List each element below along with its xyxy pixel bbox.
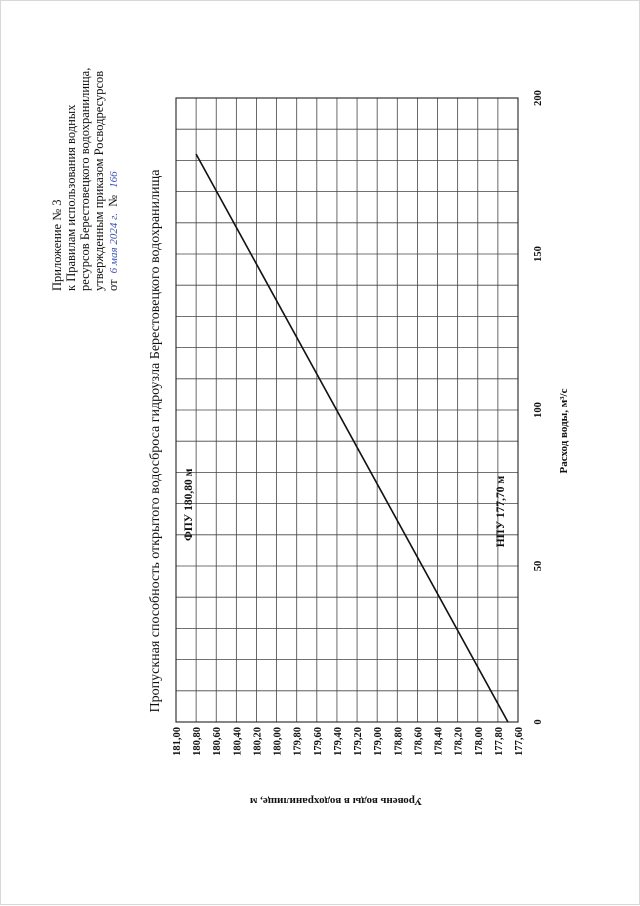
y-tick-label: 178,60 (413, 727, 425, 756)
x-axis-title: Расход воды, м³/с (558, 388, 570, 474)
appendix-number-label: № (106, 194, 120, 207)
x-tick-label: 0 (533, 719, 544, 725)
y-axis-title: Уровень воды в водохранилище, м (249, 795, 423, 807)
chart-title: Пропускная способность открытого водосброса гидроузла Берестовецкого водохранилища (148, 169, 163, 713)
x-tick-label: 50 (533, 560, 544, 572)
plot-area (172, 90, 544, 756)
level-annotation: ФПУ 180,80 м (183, 468, 196, 542)
y-tick-labels (172, 727, 525, 756)
y-tick-label: 180,60 (212, 727, 224, 756)
appendix-header (50, 68, 120, 291)
appendix-line-2: к Правилам использования водных (64, 104, 78, 291)
appendix-line-1: Приложение № 3 (50, 199, 64, 291)
y-tick-label: 180,00 (272, 727, 284, 756)
y-tick-label: 178,80 (393, 727, 405, 756)
x-tick-label: 100 (533, 402, 544, 418)
level-annotation: НПУ 177,70 м (494, 475, 507, 548)
y-tick-label: 179,40 (332, 727, 344, 756)
appendix-line-3: ресурсов Берестовецкого водохранилища, (78, 67, 92, 291)
vertical-grid (176, 98, 518, 722)
level-annotations (183, 468, 507, 547)
appendix-line-5 (106, 171, 120, 291)
handwritten-number: 166 (108, 171, 120, 188)
x-tick-label: 150 (533, 246, 544, 262)
handwritten-date: 6 мая 2024 г. (108, 213, 120, 274)
y-tick-label: 180,40 (232, 727, 244, 756)
discharge-capacity-chart (1, 1, 640, 906)
y-tick-label: 177,60 (514, 727, 525, 756)
y-tick-label: 178,00 (473, 727, 485, 756)
discharge-capacity-line (196, 154, 508, 722)
x-tick-label: 200 (533, 90, 544, 106)
x-tick-labels (533, 90, 544, 725)
appendix-date-prefix: от (106, 279, 120, 291)
y-tick-label: 178,40 (433, 727, 445, 756)
y-tick-label: 179,80 (292, 727, 304, 756)
appendix-line-4: утвержденным приказом Росводресурсов (92, 70, 106, 291)
y-tick-label: 179,20 (353, 727, 365, 756)
y-tick-label: 181,00 (172, 727, 183, 756)
series-layer (196, 154, 508, 722)
y-tick-label: 179,00 (373, 727, 385, 756)
y-tick-label: 180,80 (192, 727, 204, 756)
y-tick-label: 179,60 (312, 727, 324, 756)
y-tick-label: 177,80 (493, 727, 505, 756)
y-tick-label: 178,20 (453, 727, 465, 756)
y-tick-label: 180,20 (252, 727, 264, 756)
